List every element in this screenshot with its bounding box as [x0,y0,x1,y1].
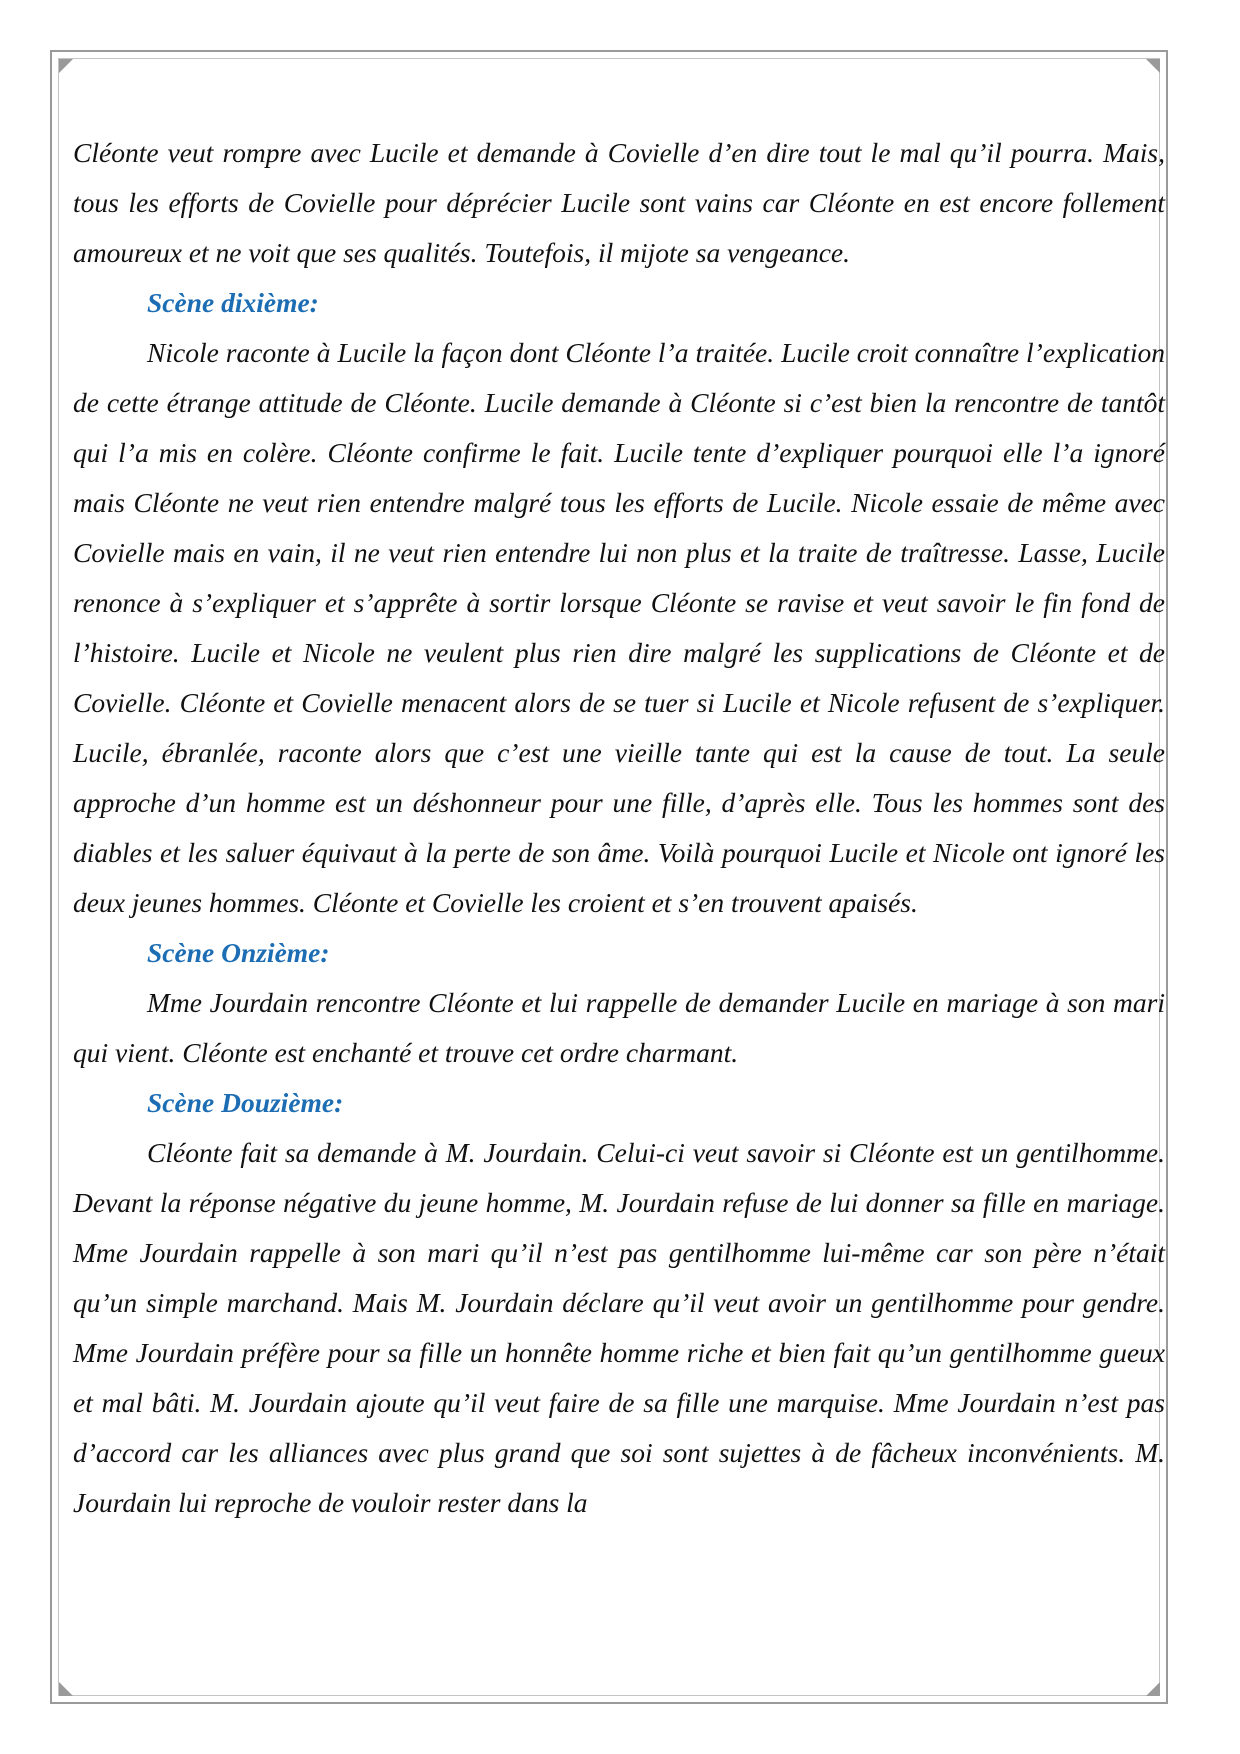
paragraph-scene-11: Mme Jourdain rencontre Cléonte et lui rappelle de demander Lucile en mariage à son mari qui vient. Cléonte est enchanté et trouve cet ordre charmant. [73,987,1165,1068]
corner-ornament-bottom-right [1146,1682,1160,1696]
paragraph-scene-10: Nicole raconte à Lucile la façon dont Cléonte l’a traitée. Lucile croit connaître l’explication de cette étrange attitude de Cléonte. Lucile demande à Cléonte si c’est bien la rencontre de tantôt qui l’a mis en colère. Cléonte confirme le fait. Lucile tente d’expliquer pourquoi elle l’a ignoré mais Cléonte ne veut rien entendre malgré tous les efforts de Lucile. Nicole essaie de même avec Covielle mais en vain, il ne veut rien entendre lui non plus et la traite de traîtresse. Lasse, Lucile renonce à s’expliquer et s’apprête à sortir lorsque Cléonte se ravise et veut savoir le fin fond de l’histoire. Lucile et Nicole ne veulent plus rien dire malgré les supplications de Cléonte et de Covielle. Cléonte et Covielle menacent alors de se tuer si Lucile et Nicole refusent de s’expliquer. Lucile, ébranlée, raconte alors que c’est une vieille tante qui est la cause de tout. La seule approche d’un homme est un déshonneur pour une fille, d’après elle. Tous les hommes sont des diables et les saluer équivaut à la perte de son âme. Voilà pourquoi Lucile et Nicole ont ignoré les deux jeunes hommes. Cléonte et Covielle les croient et s’en trouvent apaisés. [73,337,1165,918]
document-body [73,128,1165,1528]
heading-scene-12: Scène Douzième: [147,1087,344,1118]
corner-ornament-bottom-left [59,1682,73,1696]
heading-scene-10: Scène dixième: [147,287,319,318]
corner-ornament-top-left [59,59,73,73]
corner-ornament-top-right [1146,59,1160,73]
paragraph-intro: Cléonte veut rompre avec Lucile et demande à Covielle d’en dire tout le mal qu’il pourra. Mais, tous les efforts de Covielle pour déprécier Lucile sont vains car Cléonte en est encore follement amoureux et ne voit que ses qualités. Toutefois, il mijote sa vengeance. [73,137,1165,268]
heading-scene-11: Scène Onzième: [147,937,330,968]
paragraph-scene-12: Cléonte fait sa demande à M. Jourdain. Celui-ci veut savoir si Cléonte est un gentilhomme. Devant la réponse négative du jeune homme, M. Jourdain refuse de lui donner sa fille en mariage. Mme Jourdain rappelle à son mari qu’il n’est pas gentilhomme lui-même car son père n’était qu’un simple marchand. Mais M. Jourdain déclare qu’il veut avoir un gentilhomme pour gendre. Mme Jourdain préfère pour sa fille un honnête homme riche et bien fait qu’un gentilhomme gueux et mal bâti. M. Jourdain ajoute qu’il veut faire de sa fille une marquise. Mme Jourdain n’est pas d’accord car les alliances avec plus grand que soi sont sujettes à de fâcheux inconvénients. M. Jourdain lui reproche de vouloir rester dans la [73,1137,1165,1518]
